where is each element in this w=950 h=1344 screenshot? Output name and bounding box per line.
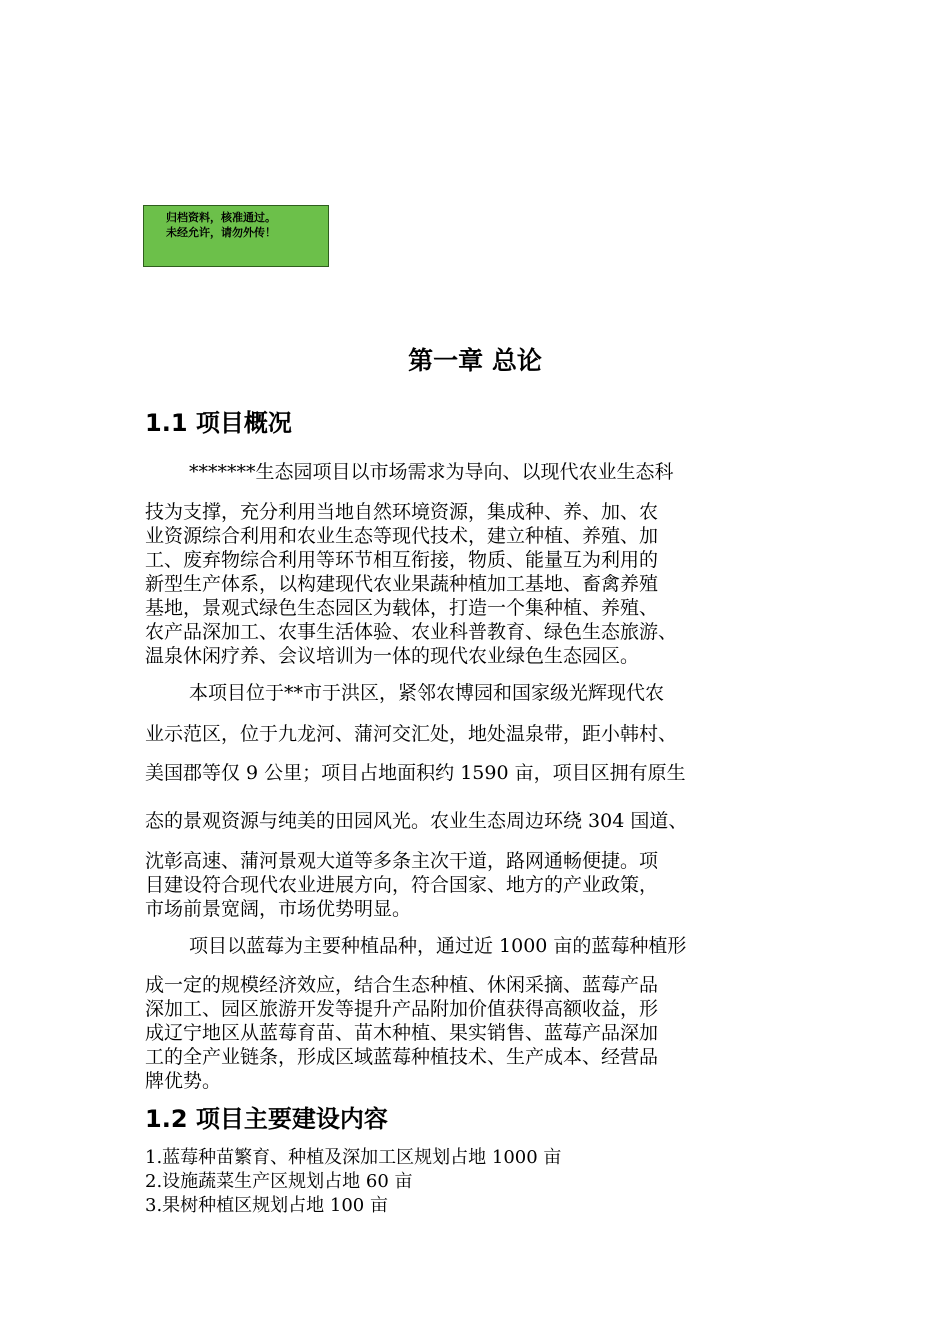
chapter-title: 第一章 总论 [408, 346, 542, 375]
paragraph-line: 项目以蓝莓为主要种植品种，通过近 1000 亩的蓝莓种植形 [189, 935, 687, 957]
paragraph-line: 牌优势。 [145, 1070, 222, 1092]
paragraph-line: *******生态园项目以市场需求为导向、以现代农业生态科 [189, 461, 674, 483]
paragraph-line: 技为支撑，充分利用当地自然环境资源，集成种、养、加、农 [145, 501, 659, 523]
paragraph-line: 美国郡等仅 9 公里；项目占地面积约 1590 亩，项目区拥有原生 [145, 762, 686, 784]
section-heading-construction: 1.2 项目主要建设内容 [145, 1105, 388, 1133]
paragraph-line: 业示范区，位于九龙河、蒲河交汇处，地处温泉带，距小韩村、 [145, 723, 678, 745]
list-item: 3.果树种植区规划占地 100 亩 [145, 1195, 388, 1216]
list-item: 1.蓝莓种苗繁育、种植及深加工区规划占地 1000 亩 [145, 1147, 562, 1168]
paragraph-line: 成一定的规模经济效应，结合生态种植、休闲采摘、蓝莓产品 [145, 974, 659, 996]
paragraph-line: 工的全产业链条，形成区域蓝莓种植技术、生产成本、经营品 [145, 1046, 659, 1068]
archive-stamp [143, 205, 329, 267]
paragraph-line: 温泉休闲疗养、会议培训为一体的现代农业绿色生态园区。 [145, 645, 640, 667]
list-item: 2.设施蔬菜生产区规划占地 60 亩 [145, 1171, 413, 1192]
paragraph-line: 新型生产体系，以构建现代农业果蔬种植加工基地、畜禽养殖 [145, 573, 659, 595]
paragraph-line: 深加工、园区旅游开发等提升产品附加价值获得高额收益，形 [145, 998, 659, 1020]
paragraph-line: 沈彰高速、蒲河景观大道等多条主次干道，路网通畅便捷。项 [145, 850, 659, 872]
paragraph-line: 成辽宁地区从蓝莓育苗、苗木种植、果实销售、蓝莓产品深加 [145, 1022, 659, 1044]
paragraph-line: 基地，景观式绿色生态园区为载体，打造一个集种植、养殖、 [145, 597, 659, 619]
stamp-line-1: 归档资料，核准通过。 [166, 211, 276, 224]
paragraph-line: 农产品深加工、农事生活体验、农业科普教育、绿色生态旅游、 [145, 621, 678, 643]
paragraph-line: 市场前景宽阔，市场优势明显。 [145, 898, 412, 920]
paragraph-line: 业资源综合利用和农业生态等现代技术，建立种植、养殖、加 [145, 525, 659, 547]
paragraph-line: 态的景观资源与纯美的田园风光。农业生态周边环绕 304 国道、 [145, 810, 688, 832]
stamp-line-2: 未经允许，请勿外传！ [166, 226, 276, 239]
section-heading-overview: 1.1 项目概况 [145, 409, 292, 437]
paragraph-line: 工、废弃物综合利用等环节相互衔接，物质、能量互为利用的 [145, 549, 659, 571]
paragraph-line: 目建设符合现代农业进展方向，符合国家、地方的产业政策， [145, 874, 659, 896]
paragraph-line: 本项目位于**市于洪区，紧邻农博园和国家级光辉现代农 [189, 682, 665, 704]
